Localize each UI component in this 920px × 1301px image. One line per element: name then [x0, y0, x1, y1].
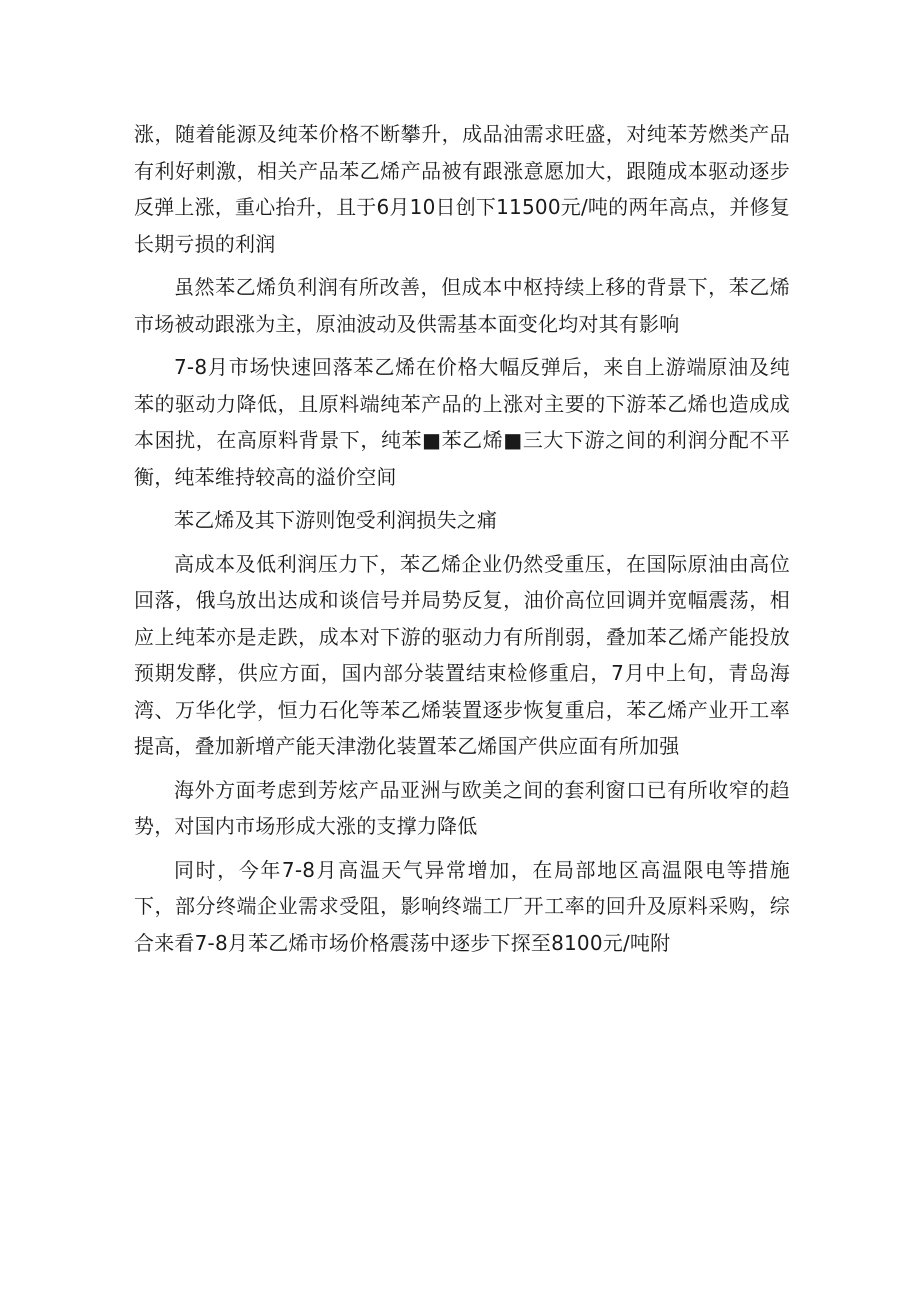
paragraph: 海外方面考虑到芳炫产品亚洲与欧美之间的套利窗口已有所收窄的趋势，对国内市场形成大涨的支撑力降低	[134, 777, 790, 838]
document-body	[134, 116, 790, 961]
paragraph: 高成本及低利润压力下，苯乙烯企业仍然受重压，在国际原油由高位回落，俄乌放出达成和谈信号并局势反复，油价高位回调并宽幅震荡，相应上纯苯亦是走跌，成本对下游的驱动力有所削弱，叠加苯乙烯产能投放预期发酵，供应方面，国内部分装置结束检修重启，7月中上旬，青岛海湾、万华化学，恒力石化等苯乙烯装置逐步恢复重启，苯乙烯产业开工率提高，叠加新增产能天津渤化装置苯乙烯国产供应面有所加强	[134, 551, 790, 758]
paragraph-continued: 涨，随着能源及纯苯价格不断攀升，成品油需求旺盛，对纯苯芳燃类产品有利好刺激，相关产品苯乙烯产品被有跟涨意愿加大，跟随成本驱动逐步反弹上涨，重心抬升，且于6月10日创下11500元/吨的两年高点，并修复长期亏损的利润	[134, 122, 790, 256]
paragraph: 虽然苯乙烯负利润有所改善，但成本中枢持续上移的背景下，苯乙烯市场被动跟涨为主，原油波动及供需基本面变化均对其有影响	[134, 275, 790, 336]
paragraph: 苯乙烯及其下游则饱受利润损失之痛	[174, 508, 498, 532]
paragraph: 7-8月市场快速回落苯乙烯在价格大幅反弹后，来自上游端原油及纯苯的驱动力降低，且原料端纯苯产品的上涨对主要的下游苯乙烯也造成成本困扰，在高原料背景下，纯苯■苯乙烯■三大下游之间的利润分配不平衡，纯苯维持较高的溢价空间	[134, 355, 790, 489]
paragraph: 同时，今年7-8月高温天气异常增加，在局部地区高温限电等措施下，部分终端企业需求受阻，影响终端工厂开工率的回升及原料采购，综合来看7-8月苯乙烯市场价格震荡中逐步下探至8100元/吨附	[134, 857, 790, 955]
